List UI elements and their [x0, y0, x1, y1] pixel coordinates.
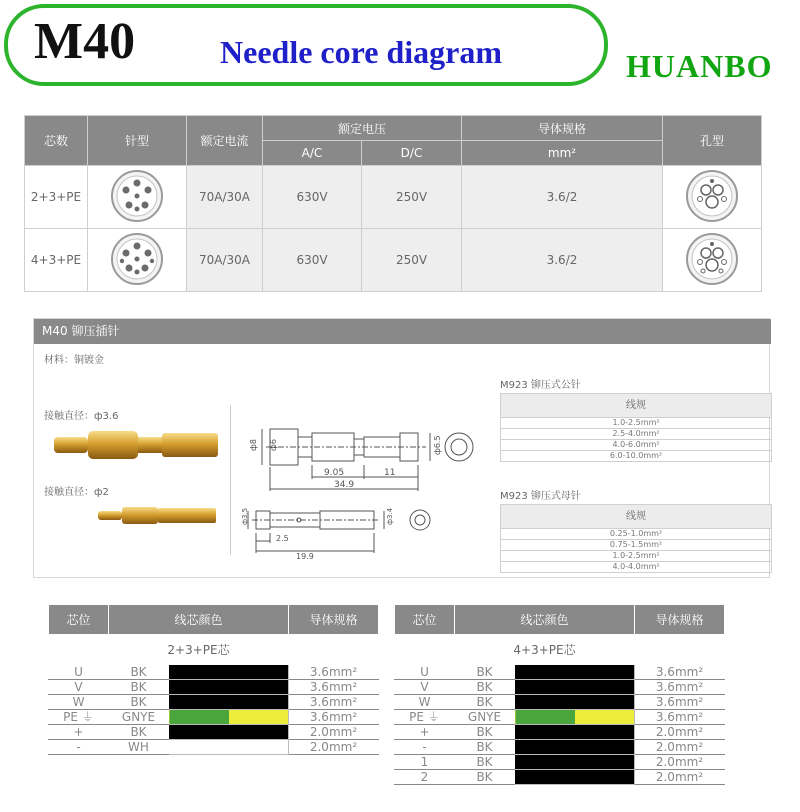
conductor-spec: 3.6mm² [289, 665, 379, 680]
core-position: W [49, 695, 109, 710]
header-rated-current: 额定电流 [187, 116, 263, 166]
core-position: U [49, 665, 109, 680]
color-swatch-green-yellow [515, 710, 635, 725]
color-swatch-black [515, 680, 635, 695]
brand-name: HUANBO [626, 48, 773, 84]
header-core-position: 芯位 [395, 605, 455, 635]
color-swatch-black [515, 725, 635, 740]
wire-table-subtitle: 2+3+PE芯 [109, 635, 289, 665]
table-row [501, 440, 772, 451]
diagram-title: Needle core diagram [220, 34, 502, 70]
model-name: M40 [34, 13, 136, 70]
table-row [501, 429, 772, 440]
gauge-size: 6.0-10.0mm² [501, 451, 772, 462]
material-label: 材料：铜镀金 [44, 355, 104, 366]
cell-ac: 630V [263, 166, 362, 229]
header-wire-color: 线芯颜色 [455, 605, 635, 635]
conductor-spec: 2.0mm² [635, 740, 725, 755]
conductor-spec: 3.6mm² [289, 680, 379, 695]
divider [230, 405, 231, 555]
table-row [395, 695, 725, 710]
conductor-spec: 3.6mm² [635, 710, 725, 725]
color-swatch-black [515, 740, 635, 755]
table-row [501, 418, 772, 429]
crimp-pin-panel [33, 318, 770, 578]
dim-d2: ф6 [269, 439, 278, 451]
wire-table-4-3-pe [394, 604, 725, 785]
color-code: BK [455, 695, 515, 710]
gauge-size: 1.0-2.5mm² [501, 551, 772, 562]
cell-cores: 4+3+PE [25, 229, 88, 292]
small-pin-drawing [241, 503, 444, 561]
table-row [501, 529, 772, 540]
color-code: BK [455, 665, 515, 680]
table-row [49, 725, 379, 740]
header-wire-color: 线芯颜色 [109, 605, 289, 635]
color-code: BK [109, 680, 169, 695]
contact-diameter-large: 接触直径：ф3.6 [44, 411, 119, 422]
color-swatch-black [515, 695, 635, 710]
table-row [501, 562, 772, 573]
color-swatch-black [169, 665, 289, 680]
cell-current: 70A/30A [187, 166, 263, 229]
core-position-ground: PE ⏚ [395, 710, 455, 725]
gauge-size: 2.5-4.0mm² [501, 429, 772, 440]
male-pin-title: M923 铆压式公针 [500, 380, 581, 391]
dim-small-d1: ф3.5 [241, 507, 249, 525]
cell-dc: 250V [362, 166, 462, 229]
gauge-size: 1.0-2.5mm² [501, 418, 772, 429]
contact-diameter-small: 接触直径：ф2 [44, 487, 109, 498]
table-row [25, 166, 762, 229]
hole-image [663, 166, 762, 229]
cell-conductor: 3.6/2 [462, 166, 663, 229]
gauge-size: 4.0-6.0mm² [501, 440, 772, 451]
conductor-spec: 2.0mm² [289, 740, 379, 755]
pin-image [88, 166, 187, 229]
female-pin-title: M923 铆压式母针 [500, 491, 581, 502]
table-row [501, 551, 772, 562]
conductor-spec: 2.0mm² [635, 725, 725, 740]
table-row [395, 740, 725, 755]
large-gold-pin-icon [52, 427, 224, 463]
table-row [501, 451, 772, 462]
cell-dc: 250V [362, 229, 462, 292]
dim-d1: ф8 [249, 439, 258, 451]
gauge-size: 4.0-4.0mm² [501, 562, 772, 573]
male-gauge-table [500, 393, 772, 462]
conductor-spec: 3.6mm² [635, 695, 725, 710]
header-conductor-spec: 导体规格 [289, 605, 379, 635]
color-code: GNYE [455, 710, 515, 725]
header-conductor: 导体规格 [462, 116, 663, 141]
header-cores: 芯数 [25, 116, 88, 166]
gauge-header: 线规 [501, 505, 772, 529]
dim-l2: 11 [384, 468, 396, 478]
gauge-size: 0.75-1.5mm² [501, 540, 772, 551]
core-position: V [49, 680, 109, 695]
table-row [501, 540, 772, 551]
color-swatch-black [515, 770, 635, 785]
color-code: BK [455, 770, 515, 785]
gauge-header: 线规 [501, 394, 772, 418]
color-code: BK [109, 695, 169, 710]
header-conductor-spec: 导体规格 [635, 605, 725, 635]
gauge-size: 0.25-1.0mm² [501, 529, 772, 540]
table-row [49, 740, 379, 755]
header-ac: A/C [263, 141, 362, 166]
header-rated-voltage: 额定电压 [263, 116, 462, 141]
conductor-spec: 2.0mm² [635, 755, 725, 770]
female-gauge-table [500, 504, 772, 573]
panel-title: M40 铆压插针 [34, 319, 771, 344]
color-code: BK [455, 725, 515, 740]
female-hole-layout-icon [684, 168, 740, 224]
dim-d3: ф6.5 [433, 435, 442, 455]
core-position: - [49, 740, 109, 755]
hole-image [663, 229, 762, 292]
male-pin-layout-icon [109, 231, 165, 287]
color-swatch-black [515, 665, 635, 680]
color-swatch-black [169, 725, 289, 740]
conductor-spec: 3.6mm² [289, 710, 379, 725]
table-row [395, 755, 725, 770]
color-swatch-white [169, 740, 289, 755]
female-hole-layout-icon [684, 231, 740, 287]
wire-table-2-3-pe [48, 604, 379, 755]
core-position: + [395, 725, 455, 740]
dim-small-d2: ф3.4 [386, 507, 394, 525]
cell-current: 70A/30A [187, 229, 263, 292]
large-pin-drawing [244, 415, 484, 495]
table-row [49, 665, 379, 680]
color-code: BK [455, 755, 515, 770]
core-position: U [395, 665, 455, 680]
conductor-spec: 2.0mm² [289, 725, 379, 740]
table-row [49, 680, 379, 695]
header-hole-type: 孔型 [663, 116, 762, 166]
table-row [49, 710, 379, 725]
dim-l1: 9.05 [324, 468, 345, 478]
header-core-position: 芯位 [49, 605, 109, 635]
color-code: BK [455, 680, 515, 695]
conductor-spec: 2.0mm² [635, 770, 725, 785]
header-dc: D/C [362, 141, 462, 166]
core-position-ground: PE ⏚ [49, 710, 109, 725]
core-position: V [395, 680, 455, 695]
color-code: BK [455, 740, 515, 755]
core-position: 2 [395, 770, 455, 785]
color-swatch-black [169, 680, 289, 695]
dim-small-l1: 2.5 [276, 534, 289, 543]
color-swatch-green-yellow [169, 710, 289, 725]
core-position: + [49, 725, 109, 740]
conductor-spec: 3.6mm² [289, 695, 379, 710]
table-row [395, 665, 725, 680]
spec-table [24, 115, 762, 292]
color-swatch-black [515, 755, 635, 770]
small-gold-pin-icon [96, 503, 220, 527]
color-code: GNYE [109, 710, 169, 725]
cell-ac: 630V [263, 229, 362, 292]
table-row [395, 725, 725, 740]
color-swatch-black [169, 695, 289, 710]
core-position: W [395, 695, 455, 710]
core-position: 1 [395, 755, 455, 770]
conductor-spec: 3.6mm² [635, 665, 725, 680]
table-row [395, 710, 725, 725]
table-row [25, 229, 762, 292]
dim-small-total: 19.9 [296, 552, 314, 561]
table-row [49, 695, 379, 710]
dim-total: 34.9 [334, 480, 355, 490]
header-conductor-unit: mm² [462, 141, 663, 166]
cell-conductor: 3.6/2 [462, 229, 663, 292]
color-code: WH [109, 740, 169, 755]
color-code: BK [109, 665, 169, 680]
header-pin-type: 针型 [88, 116, 187, 166]
male-pin-layout-icon [109, 168, 165, 224]
core-position: - [395, 740, 455, 755]
wire-table-subtitle: 4+3+PE芯 [455, 635, 635, 665]
conductor-spec: 3.6mm² [635, 680, 725, 695]
pin-image [88, 229, 187, 292]
cell-cores: 2+3+PE [25, 166, 88, 229]
table-row [395, 680, 725, 695]
table-row [395, 770, 725, 785]
color-code: BK [109, 725, 169, 740]
